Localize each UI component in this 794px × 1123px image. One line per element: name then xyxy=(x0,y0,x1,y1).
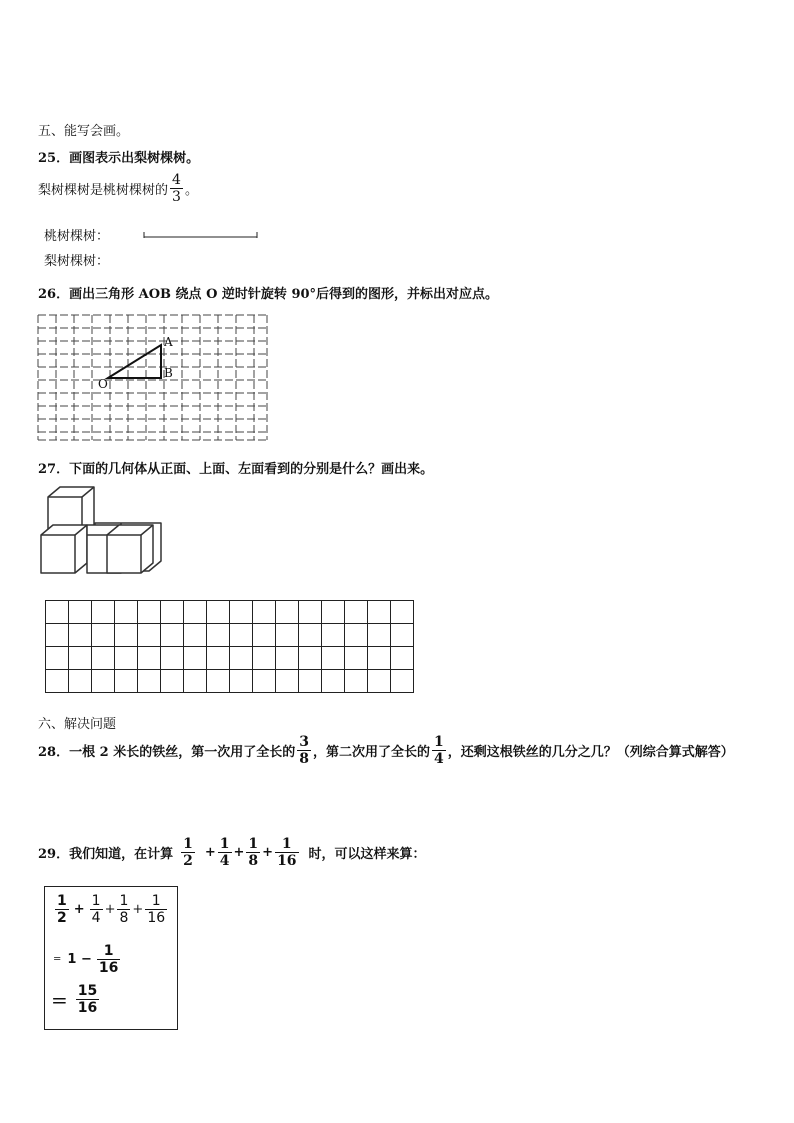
calc-term-3-den: 8 xyxy=(119,910,129,926)
q29-term-2-den: 4 xyxy=(219,853,230,869)
q29-term-3-den: 8 xyxy=(248,853,259,869)
q27-label: 27．下面的几何体从正面、上面、左面看到的分别是什么？画出来。 xyxy=(38,462,434,477)
answer-grid[interactable] xyxy=(45,600,414,693)
q28-suffix: ，还剩这根铁丝的几分之几？（列综合算式解答） xyxy=(447,745,734,760)
q25-label: 25．画图表示出梨树棵树。 xyxy=(38,151,200,166)
equals-sign: = xyxy=(51,987,68,1012)
q29-label xyxy=(38,836,426,869)
calc-row-step xyxy=(53,943,122,976)
triangle-aob xyxy=(37,313,269,443)
calc-result-den: 16 xyxy=(77,1000,98,1016)
q29-term-3-num: 1 xyxy=(248,836,259,852)
rotation-grid xyxy=(37,313,269,443)
q29-prefix: 29．我们知道，在计算 xyxy=(38,847,174,862)
q29-term-4-den: 16 xyxy=(277,853,297,869)
calc-term-1-num: 1 xyxy=(57,893,67,909)
point-a-label: A xyxy=(164,335,173,349)
equals-sign: = xyxy=(53,954,62,965)
q28-f2-denominator: 4 xyxy=(433,751,444,767)
calc-step-num: 1 xyxy=(103,943,114,959)
calc-step-den: 16 xyxy=(98,960,119,976)
plus-sign: + xyxy=(104,902,116,917)
q25-frac-numerator: 4 xyxy=(172,172,181,188)
peach-trees-label: 桃树棵树： xyxy=(44,229,110,244)
q28-fraction-1 xyxy=(297,734,311,767)
q26-label: 26．画出三角形 AOB 绕点 O 逆时针旋转 90°后得到的图形，并标出对应点。 xyxy=(38,287,499,302)
q25-stmt-prefix: 梨树棵树是桃树棵树的 xyxy=(38,183,169,198)
peach-trees-segment xyxy=(143,228,259,240)
q29-term-1-num: 1 xyxy=(183,836,193,852)
point-b-label: B xyxy=(164,366,173,380)
q29-term-2-num: 1 xyxy=(219,836,230,852)
q28-f1-denominator: 8 xyxy=(299,751,309,767)
section6-title: 六、解决问题 xyxy=(38,717,117,732)
q28-f1-numerator: 3 xyxy=(299,734,309,750)
q29-term-1-den: 2 xyxy=(183,853,193,869)
calc-term-4-den: 16 xyxy=(147,910,166,926)
q29-suffix: 时，可以这样来算： xyxy=(308,847,426,862)
calc-term-3-num: 1 xyxy=(119,893,129,909)
calc-term-2-num: 1 xyxy=(91,893,101,909)
q28-label xyxy=(38,734,734,767)
cube-solid-figure xyxy=(38,485,164,579)
q29-term-3 xyxy=(246,836,260,869)
plus-sign: + xyxy=(132,902,144,917)
section5-title: 五、能写会画。 xyxy=(38,124,130,139)
calc-term-2 xyxy=(90,893,103,926)
q25-fraction xyxy=(170,172,183,205)
calc-step-fraction xyxy=(97,943,120,976)
calc-result-num: 15 xyxy=(77,983,98,999)
point-o-label: O xyxy=(98,377,108,391)
calc-term-1 xyxy=(55,893,69,926)
plus-sign: + xyxy=(73,902,85,917)
calc-result-fraction xyxy=(76,983,99,1016)
plus-sign: + xyxy=(233,845,245,860)
q29-term-4-num: 1 xyxy=(281,836,292,852)
q29-term-2 xyxy=(218,836,232,869)
calc-row-result xyxy=(51,983,101,1016)
pear-trees-label: 梨树棵树： xyxy=(44,254,110,269)
calculation-box xyxy=(44,886,178,1030)
calc-term-2-den: 4 xyxy=(91,910,101,926)
plus-sign: + xyxy=(204,845,216,860)
calc-term-3 xyxy=(117,893,130,926)
q29-term-4 xyxy=(275,836,298,869)
q25-statement xyxy=(38,172,198,205)
q29-term-1 xyxy=(181,836,195,869)
calc-term-4 xyxy=(145,893,167,926)
q28-fraction-2 xyxy=(432,734,446,767)
calc-row-sum xyxy=(53,893,169,926)
calc-term-1-den: 2 xyxy=(57,910,67,926)
one-minus: 1 − xyxy=(67,952,92,967)
q25-stmt-suffix: 。 xyxy=(184,183,198,198)
q25-frac-denominator: 3 xyxy=(172,189,181,205)
q28-f2-numerator: 1 xyxy=(433,734,444,750)
q28-middle: ，第二次用了全长的 xyxy=(312,745,430,760)
q28-prefix: 28．一根 2 米长的铁丝，第一次用了全长的 xyxy=(38,745,296,760)
plus-sign: + xyxy=(262,845,274,860)
calc-term-4-num: 1 xyxy=(151,893,161,909)
